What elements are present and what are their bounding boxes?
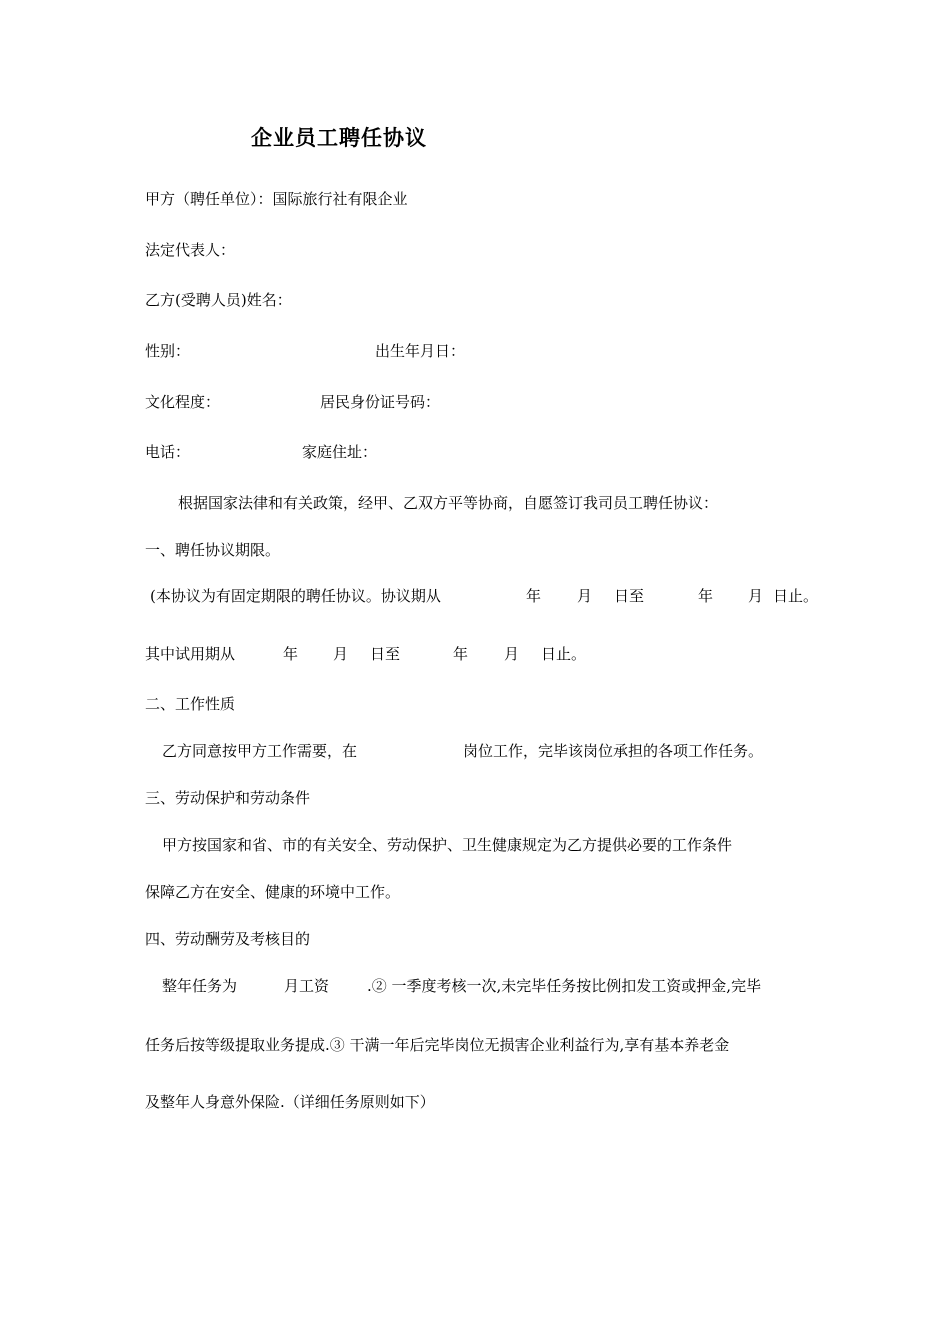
home-address-label: 家庭住址：	[302, 443, 378, 461]
probation-end-year: 年	[453, 645, 469, 663]
probation-lead: 其中试用期从	[145, 645, 236, 663]
section-1-heading: 一、聘任协议期限。	[145, 541, 281, 559]
gender-birth-line	[145, 341, 545, 361]
id-number-label: 居民身份证号码：	[320, 393, 441, 411]
birth-date-label: 出生年月日：	[375, 342, 466, 360]
party-a-line: 甲方（聘任单位）：国际旅行社有限企业	[145, 190, 408, 208]
probation-end-day: 日止。	[541, 645, 587, 663]
section-3-heading: 三、劳动保护和劳动条件	[145, 789, 311, 807]
education-label: 文化程度：	[145, 393, 221, 411]
probation-start-month: 月	[333, 645, 349, 663]
section-4-heading: 四、劳动酬劳及考核目的	[145, 930, 311, 948]
section-2-heading: 二、工作性质	[145, 695, 236, 713]
probation-end-month: 月	[504, 645, 520, 663]
work-nature-text-a: 乙方同意按甲方工作需要，在	[162, 742, 358, 760]
gender-label: 性别：	[145, 342, 191, 360]
section-4-text-2: 任务后按等级提取业务提成.③ 干满一年后完毕岗位无损害企业利益行为,享有基本养老金	[145, 1036, 730, 1054]
phone-label: 电话：	[145, 443, 191, 461]
contract-end-month: 月	[748, 587, 764, 605]
probation-period-line	[145, 644, 645, 664]
section-4-text-1	[162, 976, 822, 996]
contract-start-year: 年	[526, 587, 542, 605]
annual-task-label: 整年任务为	[162, 977, 238, 995]
probation-start-year: 年	[283, 645, 299, 663]
party-b-name-line: 乙方(受聘人员)姓名：	[145, 291, 292, 309]
contract-end-day: 日止。	[773, 587, 819, 605]
contract-start-month: 月	[577, 587, 593, 605]
quarterly-assessment-text: .② 一季度考核一次,未完毕任务按比例扣发工资或押金,完毕	[367, 977, 762, 995]
monthly-salary-label: 月工资	[284, 977, 330, 995]
section-3-text-1: 甲方按国家和省、市的有关安全、劳动保护、卫生健康规定为乙方提供必要的工作条件	[162, 836, 733, 854]
legal-representative-line: 法定代表人：	[145, 241, 236, 259]
intro-paragraph: 根据国家法律和有关政策，经甲、乙双方平等协商，自愿签订我司员工聘任协议：	[178, 494, 719, 512]
work-nature-line	[162, 741, 822, 761]
contract-start-day: 日至	[614, 587, 645, 605]
phone-address-line	[145, 442, 545, 462]
education-id-line	[145, 392, 545, 412]
section-4-text-3: 及整年人身意外保险.（详细任务原则如下）	[145, 1093, 435, 1111]
probation-start-day: 日至	[370, 645, 401, 663]
contract-period-line	[150, 586, 830, 606]
document-title: 企业员工聘任协议	[251, 125, 427, 150]
contract-period-lead: (本协议为有固定期限的聘任协议。协议期从	[150, 587, 441, 605]
contract-end-year: 年	[698, 587, 714, 605]
work-nature-text-b: 岗位工作，完毕该岗位承担的各项工作任务。	[463, 742, 764, 760]
section-3-text-2: 保障乙方在安全、健康的环境中工作。	[145, 883, 401, 901]
